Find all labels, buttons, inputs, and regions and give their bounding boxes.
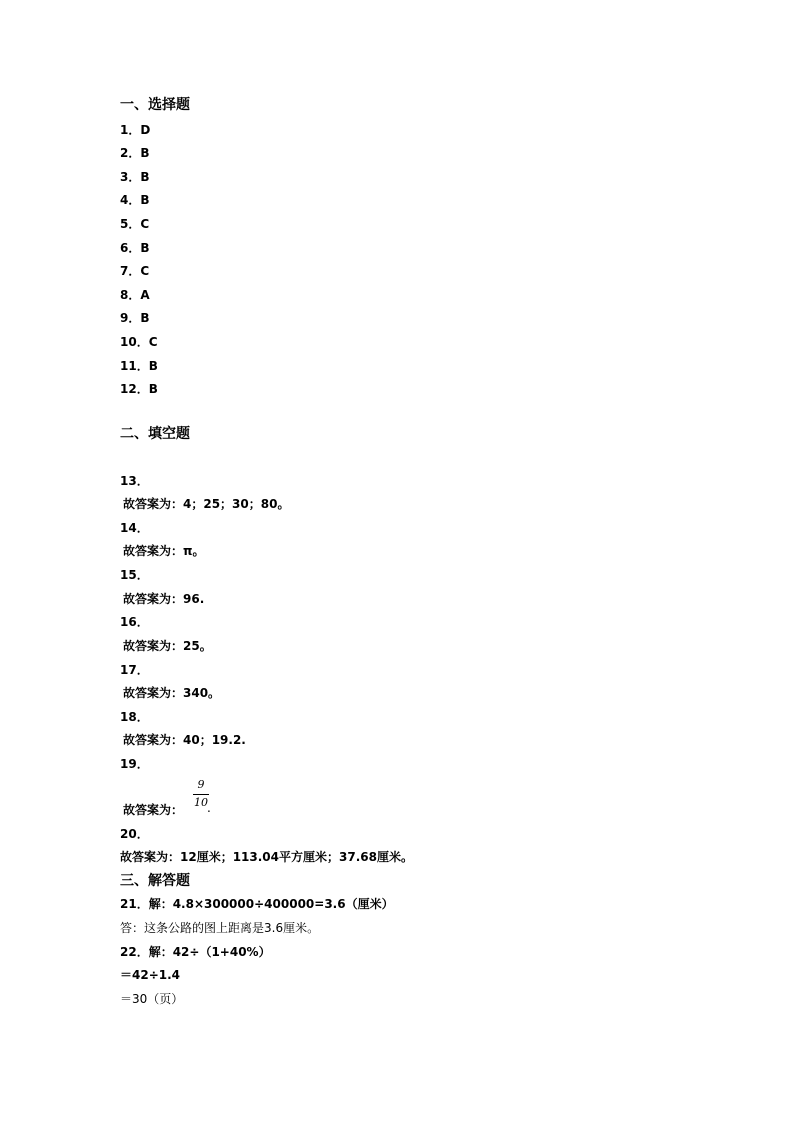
choice-answer: 11．B (120, 359, 158, 373)
question-number: 17． (120, 663, 149, 677)
question-number: 13． (120, 474, 149, 488)
choice-answer: 6．B (120, 241, 150, 255)
answer-line: 故答案为： (123, 803, 184, 817)
choice-answer: 5．C (120, 217, 150, 231)
choice-answer: 10．C (120, 335, 158, 349)
solution-line: 22．解：42÷（1+40%） (120, 945, 271, 959)
answer-line: 故答案为：π。 (123, 544, 205, 558)
fraction-numerator: 9 (197, 778, 205, 791)
fraction-bar (193, 794, 209, 795)
choice-answer: 2．B (120, 146, 150, 160)
choice-answer: 12．B (120, 382, 158, 396)
section-heading-choice: 一、选择题 (120, 97, 190, 113)
answer-line: 故答案为：4；25；30；80。 (123, 497, 290, 511)
solution-line: ＝42÷1.4 (120, 968, 181, 982)
solution-line: ＝30（页） (120, 992, 184, 1006)
answer-line: 故答案为：340。 (123, 686, 221, 700)
answer-line: 故答案为：96. (123, 592, 205, 606)
choice-answer: 1．D (120, 123, 151, 137)
choice-answer: 4．B (120, 193, 150, 207)
fraction-suffix: . (207, 801, 211, 815)
choice-answer: 8．A (120, 288, 150, 302)
section-heading-solve: 三、解答题 (120, 873, 190, 889)
fraction-denominator: 10 (194, 796, 208, 809)
question-number: 19． (120, 757, 149, 771)
choice-answer: 9．B (120, 311, 150, 325)
question-number: 15． (120, 568, 149, 582)
solution-line: 21．解：4.8×300000÷400000=3.6（厘米） (120, 897, 394, 911)
solution-line: 答：这条公路的图上距离是3.6厘米。 (120, 921, 320, 935)
question-number: 18． (120, 710, 149, 724)
answer-line: 故答案为：25。 (123, 639, 212, 653)
section-heading-fill: 二、填空题 (120, 426, 190, 442)
answer-line: 故答案为：12厘米；113.04平方厘米；37.68厘米。 (120, 850, 413, 864)
question-number: 14． (120, 521, 149, 535)
answer-line: 故答案为：40；19.2. (123, 733, 246, 747)
question-number: 20． (120, 827, 149, 841)
choice-answer: 3．B (120, 170, 150, 184)
question-number: 16． (120, 615, 149, 629)
choice-answer: 7．C (120, 264, 150, 278)
